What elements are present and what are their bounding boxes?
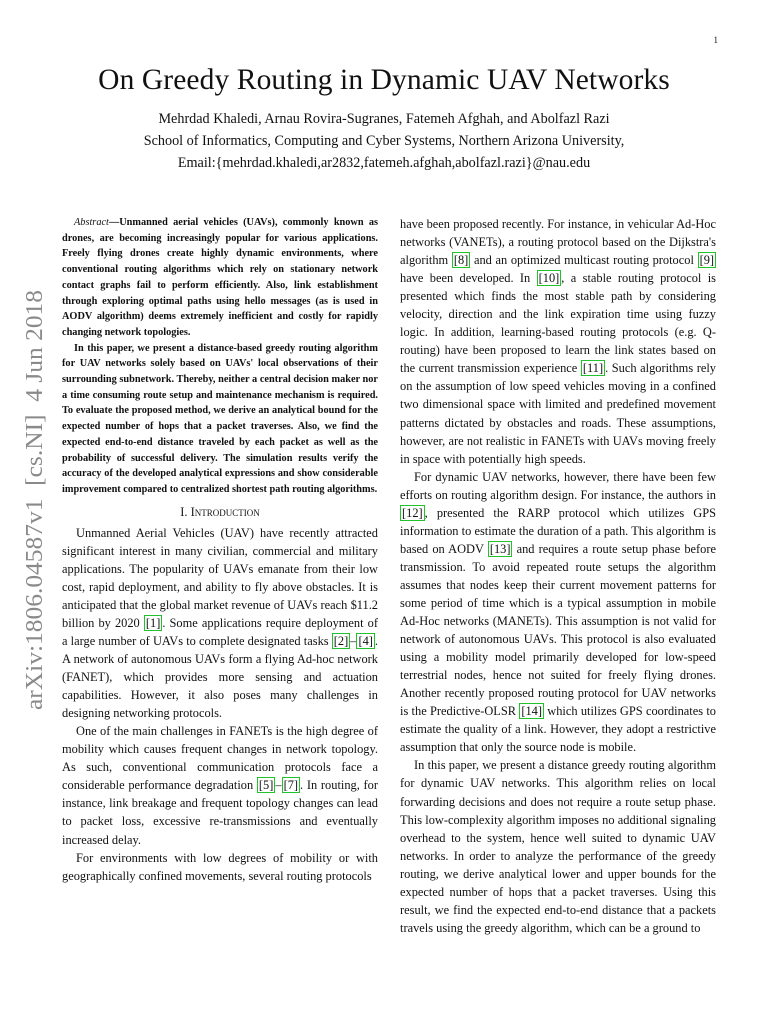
citation-link[interactable]: [4] <box>358 633 373 648</box>
body-paragraph-contribution: In this paper, we present a distance greedy routing algorithm for dynamic UAV networks. This algorithm relies on local forwarding decisions and does not require a route setup phase. This low-complexity algorithm imposes no additional signaling overhead to the system, hence well suited to dynamic UAV networks. In order to analyze the performance of the greedy routing, we derive analytical lower and upper bounds for the expected number of hops that a packet traverses. Using this result, we find the expected end-to-end distance that a packets travels using the greedy algorithm, which can be a ground to <box>400 758 716 935</box>
abstract-label: Abstract <box>74 217 109 228</box>
abstract <box>62 215 378 498</box>
abstract-paragraph-2: In this paper, we present a distance-based greedy routing algorithm for UAV networks solely based on UAVs' local observations of their surrounding subnetwork. Thereby, neither a central decision maker nor a time consuming route setup and maintenance mechanism is required. To evaluate the proposed method, we derive an analytical bound for the expected number of hops that a packet traverses. Also, we find the expected end-to-end distance traveled by each packet as well as the probability of successful delivery. The simulation results verify the accuracy of the developed analytical expressions and show considerable improvement compared to centralized shortest path routing algorithms. <box>62 342 378 495</box>
citation-link[interactable]: [11] <box>582 361 604 376</box>
abstract-text-1: —Unmanned aerial vehicles (UAVs), commonly known as drones, are becoming increasingly popular for various applications. Freely flying drones create highly dynamic environments, where conventional routing algorithms which rely on stationary network contact graphs fail to perform efficiently. Also, link establishment through exploring optimal paths using hello messages (as is used in AODV algorithm) deems extremely inefficient and costly for rapidly changing network topologies. <box>62 217 378 338</box>
citation-link[interactable]: [9] <box>699 253 715 268</box>
citation-link[interactable]: [2] <box>333 633 349 648</box>
citation-link[interactable]: [14] <box>521 704 542 719</box>
body-paragraph-continued: have been proposed recently. For instance, in vehicular Ad-Hoc networks (VANETs), a routing protocol based on the Dijkstra's algorithm [8] and an optimized multicast routing protocol [9] have been developed. In [10] , a stable routing protocol is presented which finds the most stable path by considering velocity, direction and the link expiration time using fuzzy logic. In addition, learning-based routing protocols (e.g. Q-routing) have been proposed to learn the link states based on the current transmission experience [11] . Such algorithms rely on the assumption of low speed vehicles moving in a confined two dimensional space with limited and predefined movement patterns dictated by obstacles and roads. These assumptions, however, are not realistic in FANETs with UAVs moving freely in space with potentially high speeds. <box>400 217 716 466</box>
citation-link[interactable]: [13] <box>489 541 511 556</box>
arxiv-identifier <box>2 290 62 710</box>
right-column <box>400 215 716 937</box>
citation-link[interactable]: [7] <box>283 778 299 793</box>
citation-link[interactable]: [1] <box>145 615 161 630</box>
intro-paragraph-2: One of the main challenges in FANETs is the high degree of mobility which causes frequent changes in network topology. As such, conventional communication protocols face a considerable performance degradation [5] – [7] . In routing, for instance, link breakage and frequent topology changes can lead to packet loss, excessive re-transmissions and eventually increased delay. <box>62 724 378 847</box>
arxiv-identifier-text: arXiv:1806.04587v1 [cs.NI] 4 Jun 2018 <box>22 314 48 710</box>
intro-paragraph-1: Unmanned Aerial Vehicles (UAV) have recently attracted significant interest in many civilian, commercial and military applications. The popularity of UAVs emanate from their low cost, rapid deployment, and ability to fly above obstacles. It is anticipated that the global market revenue of UAVs reach $11.2 billion by 2020 [1] . Some applications require deployment of a large number of UAVs to complete designated tasks [2] – [4] . A network of autonomous UAVs form a flying Ad-hoc network (FANET), which provides more sensing and actuation capabilities. However, it also poses many challenges in designing networking protocols. <box>62 525 378 721</box>
citation-link[interactable]: [10] <box>538 271 560 286</box>
abstract-paragraph-1 <box>62 215 378 341</box>
email-line: Email:{mehrdad.khaledi,ar2832,fatemeh.afghah,abolfazl.razi}@nau.edu <box>177 155 591 171</box>
affiliation: School of Informatics, Computing and Cyber Systems, Northern Arizona University, <box>143 133 625 149</box>
left-column <box>62 215 378 885</box>
citation-link[interactable]: [5] <box>258 778 274 793</box>
intro-paragraph-3: For environments with low degrees of mobility or with geographically confined movements, several routing protocols <box>62 850 378 883</box>
citation-link[interactable]: [8] <box>453 253 469 268</box>
author-list: Mehrdad Khaledi, Arnau Rovira-Sugranes, Fatemeh Afghah, and Abolfazl Razi <box>158 111 610 127</box>
section-heading-introduction: I. Introduction <box>180 504 260 519</box>
citation-link[interactable]: [12] <box>402 505 423 520</box>
page-number: 1 <box>713 35 718 45</box>
body-paragraph-uav-routing: For dynamic UAV networks, however, there have been few efforts on routing algorithm design. For instance, the authors in [12] , presented the RARP protocol which utilizes GPS information to estimate the duration of a path. This algorithm is based on AODV [13] and requires a route setup phase before transmission. To avoid repeated route setups the algorithm assumes that nodes keep their current movement patterns for some period of time which is a typical assumption in mobile Ad-Hoc networks (MANETs). This assumption is not valid for network of autonomous UAVs. This protocol is also evaluated using a mobility model primarily developed for low-speed terrestrial nodes, hence not suited for freely flying drones. Another recently proposed routing protocol for UAV networks is the Predictive-OLSR [14] which utilizes GPS coordinates to estimate the quality of a link. However, they adopt a restrictive assumption that only the source node is mobile. <box>400 469 716 755</box>
paper-title: On Greedy Routing in Dynamic UAV Networks <box>98 64 670 96</box>
